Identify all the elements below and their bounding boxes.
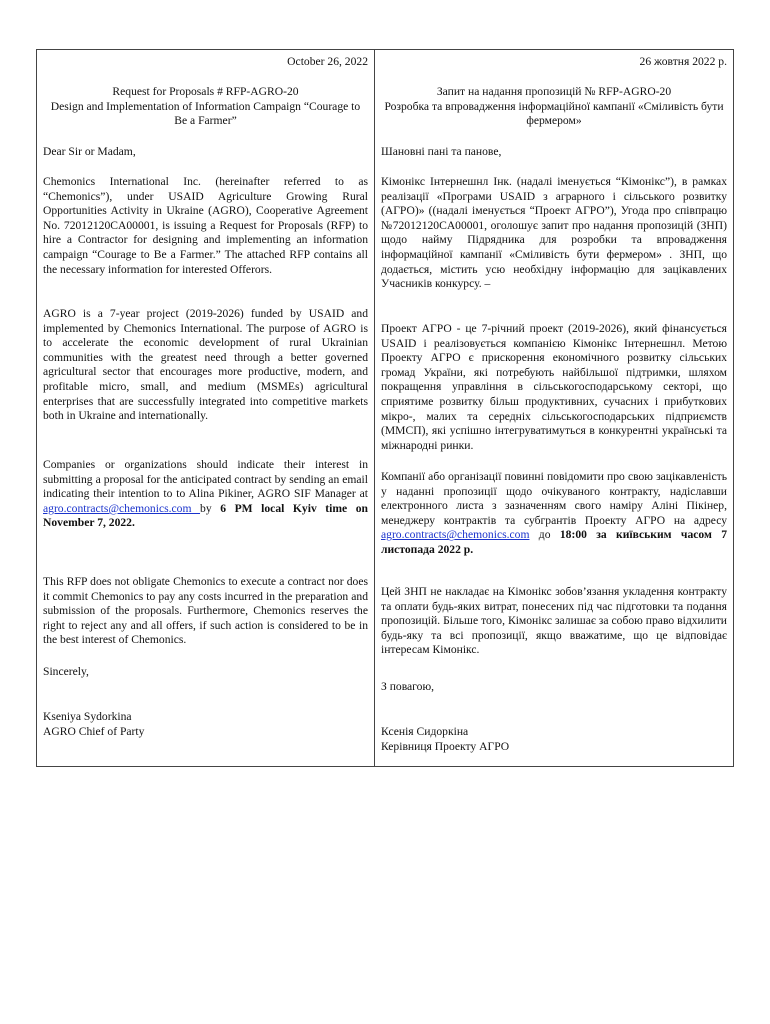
rfp-number: Request for Proposals # RFP-AGRO-20 xyxy=(112,85,299,98)
signer-title-uk: Керівниця Проекту АГРО xyxy=(381,739,510,753)
signer-name-uk: Ксенія Сидоркіна xyxy=(381,725,469,738)
paragraph-interest-uk xyxy=(381,470,727,558)
signer-name: Kseniya Sydorkina xyxy=(43,710,132,723)
interest-text-uk: Компанії або організації повинні повідомити про свою зацікавленість у наданні пропозиції щодо очікуваного контракту, надіславши електронного листа з зазначенням свого наміру Аліні Пікінер, менеджеру контрактів та субгрантів Проекту АГРО на адресу xyxy=(381,470,727,527)
signature-block xyxy=(43,710,368,739)
ukrainian-column xyxy=(375,50,733,766)
bilingual-letter-table xyxy=(36,49,734,767)
signature-block-uk xyxy=(381,725,727,754)
paragraph-disclaimer-uk: Цей ЗНП не накладає на Кімонікс зобов’язання укладення контракту та оплати будь-яких витрат, понесених під час підготовки та подання пропозицій. Більше того, Кімонікс залишає за собою право відхилити будь-яку та всі пропозиції, якщо вважатиме, що це відповідає інтересам Кімонікс. xyxy=(381,585,727,657)
interest-text: Companies or organizations should indicate their interest in submitting a proposal for the anticipated contract by sending an email indicating their intention to to Alina Pikiner, AGRO SIF Manager at xyxy=(43,458,368,501)
paragraph-about: AGRO is a 7-year project (2019-2026) funded by USAID and implemented by Chemonics International. The purpose of AGRO is to accelerate the economic development of rural Ukrainian communities with the greatest need through a better governed agricultural sector that encourages more productive, modern, and profitable micro, small, and medium (MSMEs) agricultural enterprises that are successfully integrated into competitive markets both in Ukraine and internationally. xyxy=(43,307,368,423)
closing: Sincerely, xyxy=(43,665,89,678)
contracts-email-link-uk[interactable]: agro.contracts@chemonics.com xyxy=(381,528,530,542)
rfp-subject: Design and Implementation of Information Campaign “Courage to Be a Farmer” xyxy=(50,99,361,128)
paragraph-intro: Chemonics International Inc. (hereinafter referred to as “Chemonics”), under USAID Agriculture Growing Rural Opportunities Activity in Ukraine (AGRO), Cooperative Agreement No. 72012120CA00001, is issuing a Request for Proposals (RFP) to hire a Contractor for designing and implementing an information campaign “Courage to Be a Farmer.” The attached RFP contains all the necessary information for interested Offerors. xyxy=(43,175,368,276)
english-column xyxy=(37,50,375,766)
deadline-by-uk: до xyxy=(529,528,560,542)
rfp-number-uk: Запит на надання пропозицій № RFP-AGRO-20 xyxy=(436,85,672,98)
paragraph-about-uk: Проект АГРО - це 7-річний проект (2019-2026), який фінансується USAID і реалізовується компанією Кімонікс Інтернешнл. Метою Проекту АГРО є прискорення економічного розвитку сільських громад України, які потребують найбільшої підтримки, шляхом покращення управління в сільськогосподарському секторі, що сприятиме розвитку більш продуктивних, сучасних і прибуткових мікро-, малих та середніх сільськогосподарських підприємств (ММСП), які успішно інтегруватимуться в конкурентні українські та міжнародні ринки. xyxy=(381,322,727,452)
letter-title-uk xyxy=(381,85,727,129)
signer-title: AGRO Chief of Party xyxy=(43,724,145,738)
letter-title xyxy=(43,85,368,129)
salutation-uk: Шановні пані та панове, xyxy=(381,145,502,158)
deadline-by: by xyxy=(200,501,221,515)
closing-uk: З повагою, xyxy=(381,680,434,693)
letter-date-uk: 26 жовтня 2022 р. xyxy=(639,55,727,68)
deadline-text: 6 PM local Kyiv time on November 7, 2022. xyxy=(43,501,368,530)
paragraph-intro-uk: Кімонікс Інтернешнл Інк. (надалі іменується “Кімонікс”), в рамках реалізації «Програми USAID з аграрного і сільського розвитку (АГРО)» ((надалі іменується “Проект АГРО”), Угода про співпрацю №72012120CA00001, оголошує запит про надання пропозицій (ЗНП) щодо найму Підрядника для розробки та впровадження інформаційної кампанії «Сміливість бути фермером» . ЗНП, що додається, містить усю необхідну інформацію для зацікавлених Учасників конкурсу. – xyxy=(381,175,727,291)
contracts-email-link[interactable]: agro.contracts@chemonics.com xyxy=(43,501,201,515)
salutation: Dear Sir or Madam, xyxy=(43,145,136,158)
deadline-text-uk: 18:00 за київським часом 7 листопада 2022 р. xyxy=(381,528,727,556)
paragraph-interest xyxy=(43,458,368,531)
paragraph-disclaimer: This RFP does not obligate Chemonics to execute a contract nor does it commit Chemonics to pay any costs incurred in the preparation and submission of the proposals. Furthermore, Chemonics reserves the right to reject any and all offers, if such action is considered to be in the best interest of Chemonics. xyxy=(43,575,368,647)
letter-date: October 26, 2022 xyxy=(287,55,368,68)
rfp-subject-uk: Розробка та впровадження інформаційної кампанії «Сміливість бути фермером» xyxy=(384,99,724,128)
